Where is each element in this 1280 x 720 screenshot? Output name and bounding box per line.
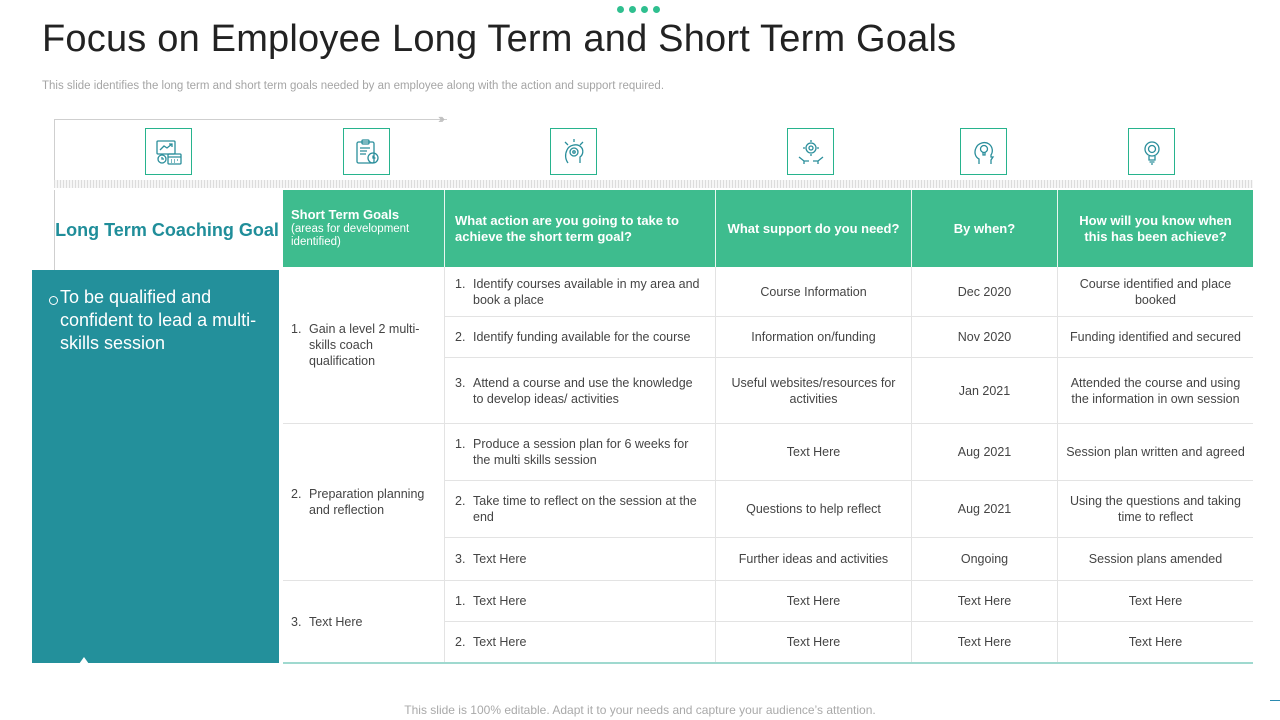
table-row — [445, 358, 1253, 423]
header-short-term: Short Term Goals (areas for development identified) — [283, 190, 445, 267]
header-action: What action are you going to take to achieve the short term goal? — [445, 190, 716, 267]
strip-band — [54, 180, 1253, 188]
header-short-term-note: (areas for development identified) — [291, 223, 410, 248]
header-know: How will you know when this has been achieve? — [1079, 212, 1232, 244]
table-row — [445, 581, 1253, 622]
know-cell: Course identified and place booked — [1079, 276, 1232, 307]
when-cell: Nov 2020 — [912, 317, 1058, 357]
strip-border-left — [54, 119, 55, 183]
long-term-panel — [32, 270, 279, 663]
table-body — [283, 267, 1253, 662]
strip-arrow-icon: ››› — [438, 111, 442, 126]
action-number: 3. — [455, 375, 466, 390]
target-mind-icon — [550, 128, 597, 175]
action-cell — [445, 581, 716, 621]
header-support: What support do you need? — [716, 190, 912, 267]
support-cell: Further ideas and activities — [716, 538, 912, 580]
short-term-goal: Gain a level 2 multi-skills coach qualification — [309, 322, 420, 368]
support-cell: Text Here — [716, 424, 912, 480]
action-text: Text Here — [473, 594, 527, 608]
long-term-heading: Long Term Coaching Goal — [54, 190, 279, 270]
support-cell: Useful websites/resources for activities — [716, 358, 912, 423]
action-cell — [445, 317, 716, 357]
calendar-analytics-icon — [145, 128, 192, 175]
when-cell: Aug 2021 — [912, 424, 1058, 480]
table-row — [445, 481, 1253, 538]
goal-group — [283, 267, 1253, 424]
table-row — [445, 317, 1253, 358]
when-cell: Dec 2020 — [912, 267, 1058, 316]
page-title: Focus on Employee Long Term and Short Term Goals — [42, 18, 957, 60]
strip-border-top — [54, 119, 447, 120]
action-text: Attend a course and use the knowledge to develop ideas/ activities — [473, 375, 693, 406]
know-cell: Session plans amended — [1088, 552, 1223, 566]
action-cell — [445, 424, 716, 480]
table-bottom-border — [283, 662, 1253, 664]
table-row — [445, 267, 1253, 317]
bullet-dot-icon — [49, 296, 58, 305]
action-text: Text Here — [473, 552, 527, 566]
goal-number: 1. — [291, 322, 302, 336]
action-number: 1. — [455, 276, 466, 291]
action-number: 2. — [455, 330, 466, 344]
action-text: Identify funding available for the course — [473, 330, 691, 344]
goal-group — [283, 424, 1253, 581]
action-cell — [445, 267, 716, 316]
know-cell: Using the questions and taking time to reflect — [1070, 494, 1241, 524]
lightbulb-icon — [1128, 128, 1175, 175]
short-term-goal-cell — [283, 267, 445, 423]
goals-table — [283, 190, 1253, 664]
action-number: 2. — [455, 635, 466, 649]
support-cell: Course Information — [716, 267, 912, 316]
long-term-goal: To be qualified and confident to lead a multi-skills session — [60, 287, 257, 353]
short-term-goal-cell — [283, 424, 445, 580]
table-row — [445, 538, 1253, 580]
slide-dots-decoration — [617, 6, 660, 13]
corner-mark — [1270, 700, 1280, 701]
goal-group — [283, 581, 1253, 662]
table-row — [445, 622, 1253, 662]
support-hands-icon — [787, 128, 834, 175]
short-term-goal-cell — [283, 581, 445, 662]
support-cell: Text Here — [716, 622, 912, 662]
know-cell: Attended the course and using the information in own session — [1070, 375, 1241, 406]
action-cell — [445, 538, 716, 580]
schedule-document-icon — [343, 128, 390, 175]
support-cell: Questions to help reflect — [716, 481, 912, 537]
goal-number: 3. — [291, 614, 302, 629]
know-cell: Session plan written and agreed — [1066, 445, 1245, 459]
when-cell: Text Here — [912, 581, 1058, 621]
action-text: Identify courses available in my area and book a place — [473, 276, 700, 307]
when-cell: Jan 2021 — [912, 358, 1058, 423]
action-cell — [445, 622, 716, 662]
when-cell: Text Here — [912, 622, 1058, 662]
panel-notch — [79, 657, 89, 664]
action-number: 1. — [455, 437, 466, 451]
know-cell: Funding identified and secured — [1070, 330, 1241, 344]
header-when: By when? — [912, 190, 1058, 267]
support-cell: Information on/funding — [716, 317, 912, 357]
action-text: Text Here — [473, 635, 527, 649]
know-cell: Text Here — [1128, 635, 1183, 649]
footer-note: This slide is 100% editable. Adapt it to your needs and capture your audience’s attention. — [404, 703, 876, 717]
action-number: 1. — [455, 594, 466, 608]
short-term-goal: Text Here — [309, 614, 363, 629]
table-header — [283, 190, 1253, 267]
when-cell: Ongoing — [912, 538, 1058, 580]
action-cell — [445, 358, 716, 423]
idea-head-icon — [960, 128, 1007, 175]
action-number: 3. — [455, 552, 466, 566]
action-number: 2. — [455, 494, 466, 508]
page-subtitle: This slide identifies the long term and short term goals needed by an employee along with the action and support required. — [42, 80, 665, 92]
action-text: Produce a session plan for 6 weeks for the multi skills session — [473, 437, 689, 467]
short-term-goal: Preparation planning and reflection — [309, 487, 425, 517]
support-cell: Text Here — [716, 581, 912, 621]
table-row — [445, 424, 1253, 481]
know-cell: Text Here — [1128, 594, 1183, 608]
when-cell: Aug 2021 — [912, 481, 1058, 537]
goal-number: 2. — [291, 487, 302, 501]
action-text: Take time to reflect on the session at the end — [473, 494, 697, 524]
action-cell — [445, 481, 716, 537]
